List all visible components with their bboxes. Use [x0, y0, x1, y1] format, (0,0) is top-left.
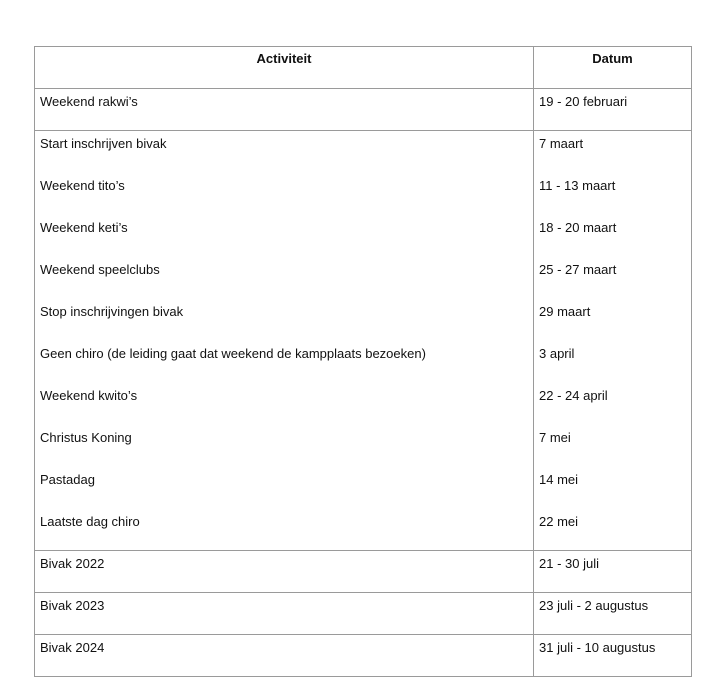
table-row [35, 551, 692, 593]
table-row [35, 635, 692, 677]
table-row [35, 89, 692, 131]
activity-cell: Christus Koning [35, 425, 534, 467]
table-row [35, 215, 692, 257]
table-row [35, 257, 692, 299]
table-row [35, 509, 692, 551]
activity-cell: Bivak 2022 [35, 551, 534, 593]
date-cell: 7 mei [534, 425, 692, 467]
table-row [35, 425, 692, 467]
activity-cell: Stop inschrijvingen bivak [35, 299, 534, 341]
activity-cell: Weekend rakwi’s [35, 89, 534, 131]
table-row [35, 173, 692, 215]
activity-cell: Pastadag [35, 467, 534, 509]
table-row [35, 383, 692, 425]
table-row [35, 467, 692, 509]
date-cell: 11 - 13 maart [534, 173, 692, 215]
activity-cell: Weekend keti’s [35, 215, 534, 257]
activity-cell: Weekend speelclubs [35, 257, 534, 299]
header-date: Datum [534, 47, 692, 89]
date-cell: 7 maart [534, 131, 692, 173]
header-activity: Activiteit [35, 47, 534, 89]
table-header-row [35, 47, 692, 89]
activity-cell: Weekend kwito’s [35, 383, 534, 425]
date-cell: 23 juli - 2 augustus [534, 593, 692, 635]
table-row [35, 341, 692, 383]
activity-cell: Weekend tito’s [35, 173, 534, 215]
table-row [35, 593, 692, 635]
date-cell: 19 - 20 februari [534, 89, 692, 131]
date-cell: 25 - 27 maart [534, 257, 692, 299]
date-cell: 22 mei [534, 509, 692, 551]
activity-cell: Start inschrijven bivak [35, 131, 534, 173]
date-cell: 29 maart [534, 299, 692, 341]
activity-cell: Geen chiro (de leiding gaat dat weekend de kampplaats bezoeken) [35, 341, 534, 383]
table-row [35, 131, 692, 173]
activity-cell: Bivak 2023 [35, 593, 534, 635]
date-cell: 14 mei [534, 467, 692, 509]
activity-cell: Bivak 2024 [35, 635, 534, 677]
activity-cell: Laatste dag chiro [35, 509, 534, 551]
activity-schedule-table [34, 46, 692, 677]
date-cell: 22 - 24 april [534, 383, 692, 425]
date-cell: 18 - 20 maart [534, 215, 692, 257]
table-row [35, 299, 692, 341]
date-cell: 31 juli - 10 augustus [534, 635, 692, 677]
date-cell: 21 - 30 juli [534, 551, 692, 593]
date-cell: 3 april [534, 341, 692, 383]
